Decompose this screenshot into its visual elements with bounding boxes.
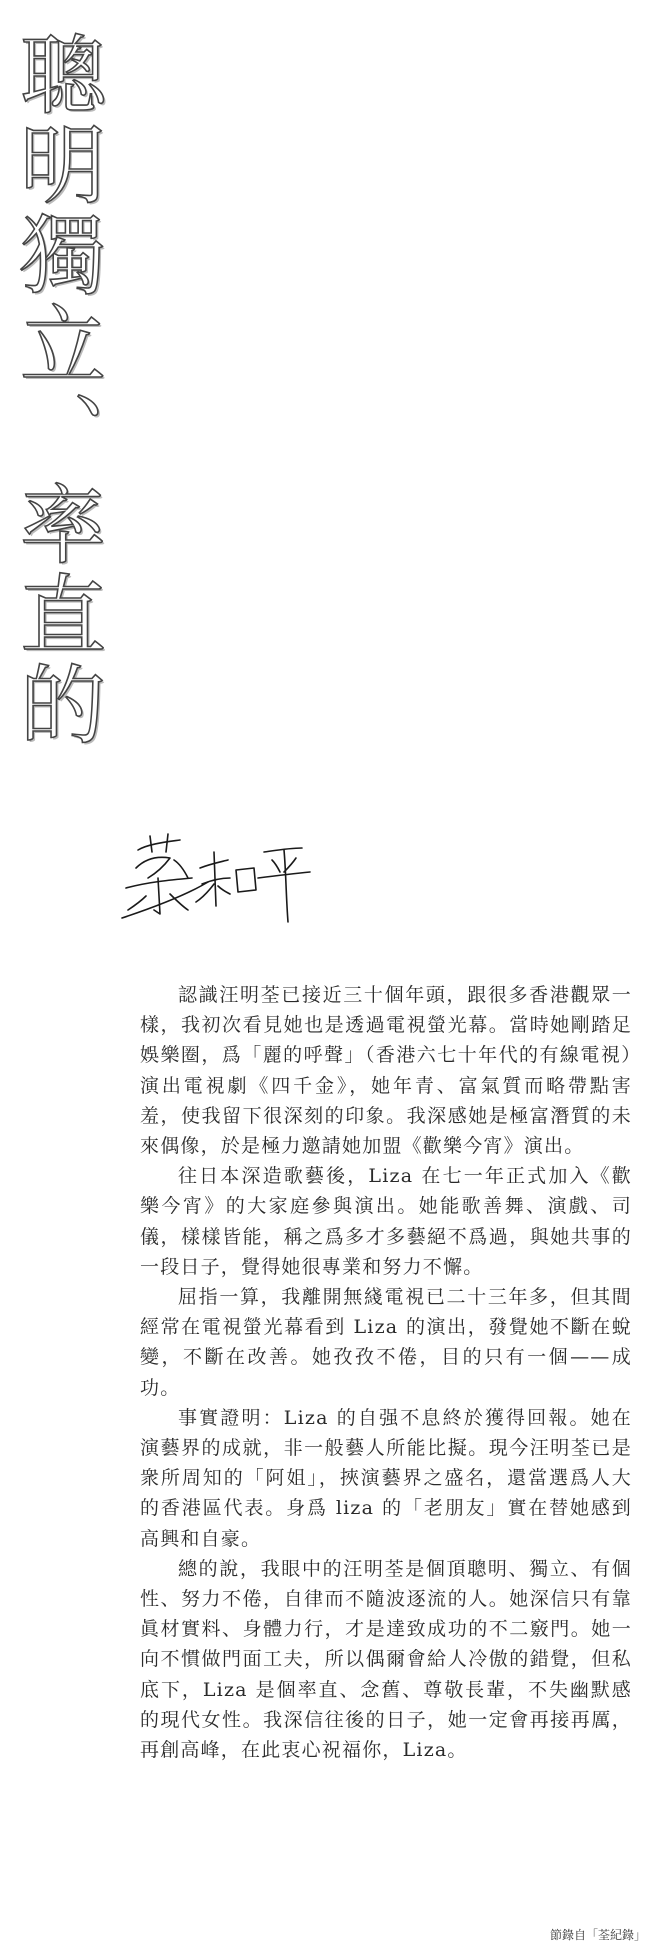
article-title: 聰明獨立、率直的 <box>5 30 105 750</box>
paragraph: 總的說，我眼中的汪明荃是個頂聰明、獨立、有個性、努力不倦，自律而不隨波逐流的人。她深信只有靠眞材實料、身體力行，才是達致成功的不二竅門。她一向不慣做門面工夫，所以偶爾會給人冷傲的錯覺，但私底下，Liza 是個率直、念舊、尊敬長輩，不失幽默感的現代女性。我深信往後的日子，她一定會再接再厲，再創高峰，在此衷心祝福你，Liza。 <box>140 1557 632 1762</box>
paragraph: 屈指一算，我離開無綫電視已二十三年多，但其間經常在電視螢光幕看到 Liza 的演出，發覺她不斷在蛻變，不斷在改善。她孜孜不倦，目的只有一個——成功。 <box>140 1286 632 1399</box>
source-note: 節錄自「荃紀錄」 <box>549 1928 646 1942</box>
article-body <box>140 980 632 1765</box>
paragraph: 認識汪明荃已接近三十個年頭，跟很多香港觀眾一樣，我初次看見她也是透過電視螢光幕。當時她剛踏足娛樂圈，爲「麗的呼聲」（香港六七十年代的有線電視）演出電視劇《四千金》，她年青、富氣質而略帶點害羞，使我留下很深刻的印象。我深感她是極富潛質的未來偶像，於是極力邀請她加盟《歡樂今宵》演出。 <box>140 984 632 1158</box>
paragraph: 往日本深造歌藝後，Liza 在七一年正式加入《歡樂今宵》的大家庭參與演出。她能歌善舞、演戲、司儀，樣樣皆能，稱之爲多才多藝絕不爲過，與她共事的一段日子，覺得她很專業和努力不懈。 <box>140 1165 632 1278</box>
handwritten-signature <box>118 822 328 932</box>
paragraph: 事實證明：Liza 的自强不息終於獲得回報。她在演藝界的成就，非一般藝人所能比擬。現今汪明荃已是衆所周知的「阿姐」，挾演藝界之盛名，還當選爲人大的香港區代表。身爲 liza 的「老朋友」實在替她感到高興和自豪。 <box>140 1406 632 1550</box>
